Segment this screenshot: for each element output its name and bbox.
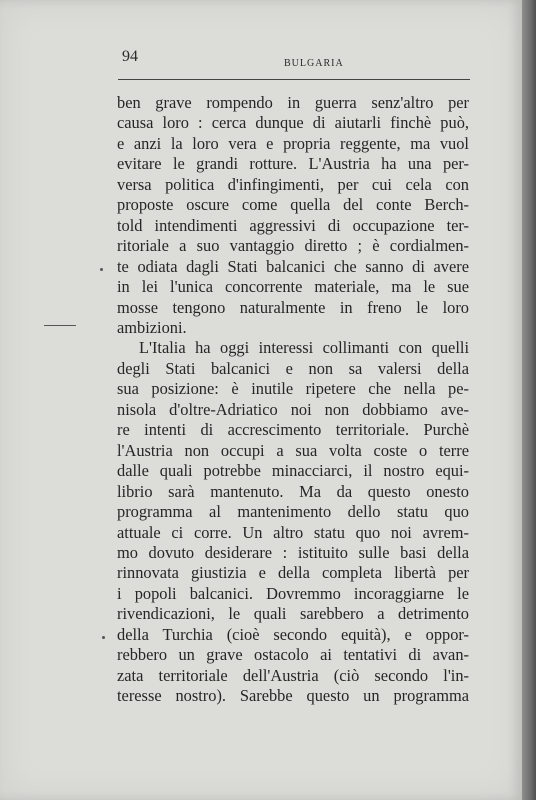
text-line: della Turchia (cioè secondo equità), e oppor- <box>117 624 469 644</box>
text-line: versa politica d'infingimenti, per cui cela con <box>117 174 469 194</box>
text-line: mo dovuto desiderare : istituito sulle basi della <box>117 542 469 562</box>
text-line: nisola d'oltre-Adriatico noi non dobbiamo ave- <box>117 399 469 419</box>
text-line: librio sarà mantenuto. Ma da questo onesto <box>117 481 469 501</box>
text-line: te odiata dagli Stati balcanici che sanno di avere <box>117 256 469 276</box>
text-line: evitare le grandi rotture. L'Austria ha una per- <box>117 154 469 174</box>
text-line: rebbero un grave ostacolo ai tentativi di avan- <box>117 645 469 665</box>
text-line: ben grave rompendo in guerra senz'altro per <box>117 93 469 112</box>
text-line: teresse nostro). Sarebbe questo un programma <box>117 686 469 706</box>
text-line: sua posizione: è inutile ripetere che nella pe- <box>117 379 469 399</box>
body-text <box>117 93 469 707</box>
text-line: attuale ci corre. Un altro statu quo noi avrem- <box>117 522 469 542</box>
text-line: degli Stati balcanici e non sa valersi della <box>117 358 469 378</box>
text-line: ritoriale a suo vantaggio diretto ; è cordialmen- <box>117 236 469 256</box>
text-line: ambizioni. <box>117 317 187 337</box>
paragraph <box>117 338 469 706</box>
text-line: l'Austria non occupi a sua volta coste o terre <box>117 440 469 460</box>
text-line: rivendicazioni, le quali sarebbero a detrimento <box>117 604 469 624</box>
page-header <box>122 48 464 74</box>
running-head: BULGARIA <box>284 58 344 69</box>
text-line: L'Italia ha oggi interessi collimanti con quelli <box>139 338 469 358</box>
text-line: causa loro : cerca dunque di aiutarli finchè può, <box>117 113 469 133</box>
page-number: 94 <box>122 48 138 65</box>
header-rule <box>118 79 470 80</box>
page-edge <box>522 0 536 800</box>
text-line: mosse tengono naturalmente in freno le loro <box>117 297 469 317</box>
text-line: rinnovata giustizia e della completa libertà per <box>117 563 469 583</box>
margin-dot <box>100 268 103 271</box>
margin-dot <box>102 636 105 639</box>
text-line: i popoli balcanici. Dovremmo incoraggiarne le <box>117 583 469 603</box>
paragraph <box>117 93 469 338</box>
text-line: re intenti di accrescimento territoriale. Purchè <box>117 420 469 440</box>
text-line: proposte oscure come quella del conte Berch- <box>117 195 469 215</box>
text-line: told intendimenti aggressivi di occupazione ter- <box>117 215 469 235</box>
text-line: zata territoriale dell'Austria (ciò secondo l'in- <box>117 665 469 685</box>
text-line: programma al mantenimento dello statu quo <box>117 502 469 522</box>
text-line: dalle quali potrebbe minacciarci, il nostro equi- <box>117 461 469 481</box>
text-line: in lei l'unica concorrente materiale, ma le sue <box>117 277 469 297</box>
margin-mark <box>44 325 76 326</box>
text-line: e anzi la loro vera e propria reggente, ma vuol <box>117 133 469 153</box>
